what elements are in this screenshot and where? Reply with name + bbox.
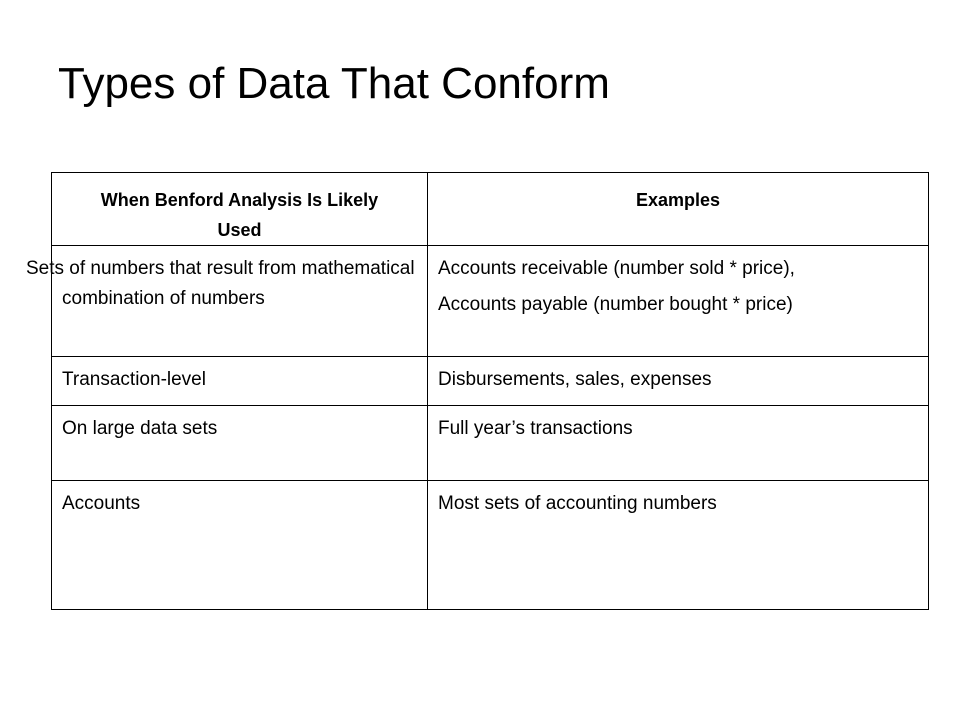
example-text: Most sets of accounting numbers (438, 493, 717, 514)
slide-title: Types of Data That Conform (58, 59, 610, 108)
usage-cell (52, 357, 428, 406)
example-text: Disbursements, sales, expenses (438, 369, 712, 390)
benford-usage-table (26, 172, 929, 610)
usage-text: On large data sets (62, 418, 218, 439)
table-row (52, 357, 929, 406)
usage-text: Accounts (62, 493, 141, 514)
column-header-usage: When Benford Analysis Is Likely Used (52, 173, 428, 246)
usage-text: Sets of numbers that result from mathematical combination of numbers (26, 258, 415, 309)
example-text: Full year’s transactions (438, 418, 633, 439)
benford-table-container (26, 172, 928, 610)
table-header-row (52, 173, 929, 246)
examples-cell (428, 357, 929, 406)
table-row (52, 406, 929, 481)
column-header-examples: Examples (428, 173, 929, 246)
usage-cell (26, 246, 428, 357)
usage-text: Transaction-level (62, 369, 206, 390)
usage-cell (52, 481, 428, 610)
table-row (52, 481, 929, 610)
examples-cell (428, 246, 929, 357)
examples-cell (428, 481, 929, 610)
usage-cell (52, 406, 428, 481)
examples-cell (428, 406, 929, 481)
example-text: Accounts receivable (number sold * price), (438, 258, 795, 279)
table-row (52, 246, 929, 357)
example-text: Accounts payable (number bought * price) (438, 294, 793, 315)
